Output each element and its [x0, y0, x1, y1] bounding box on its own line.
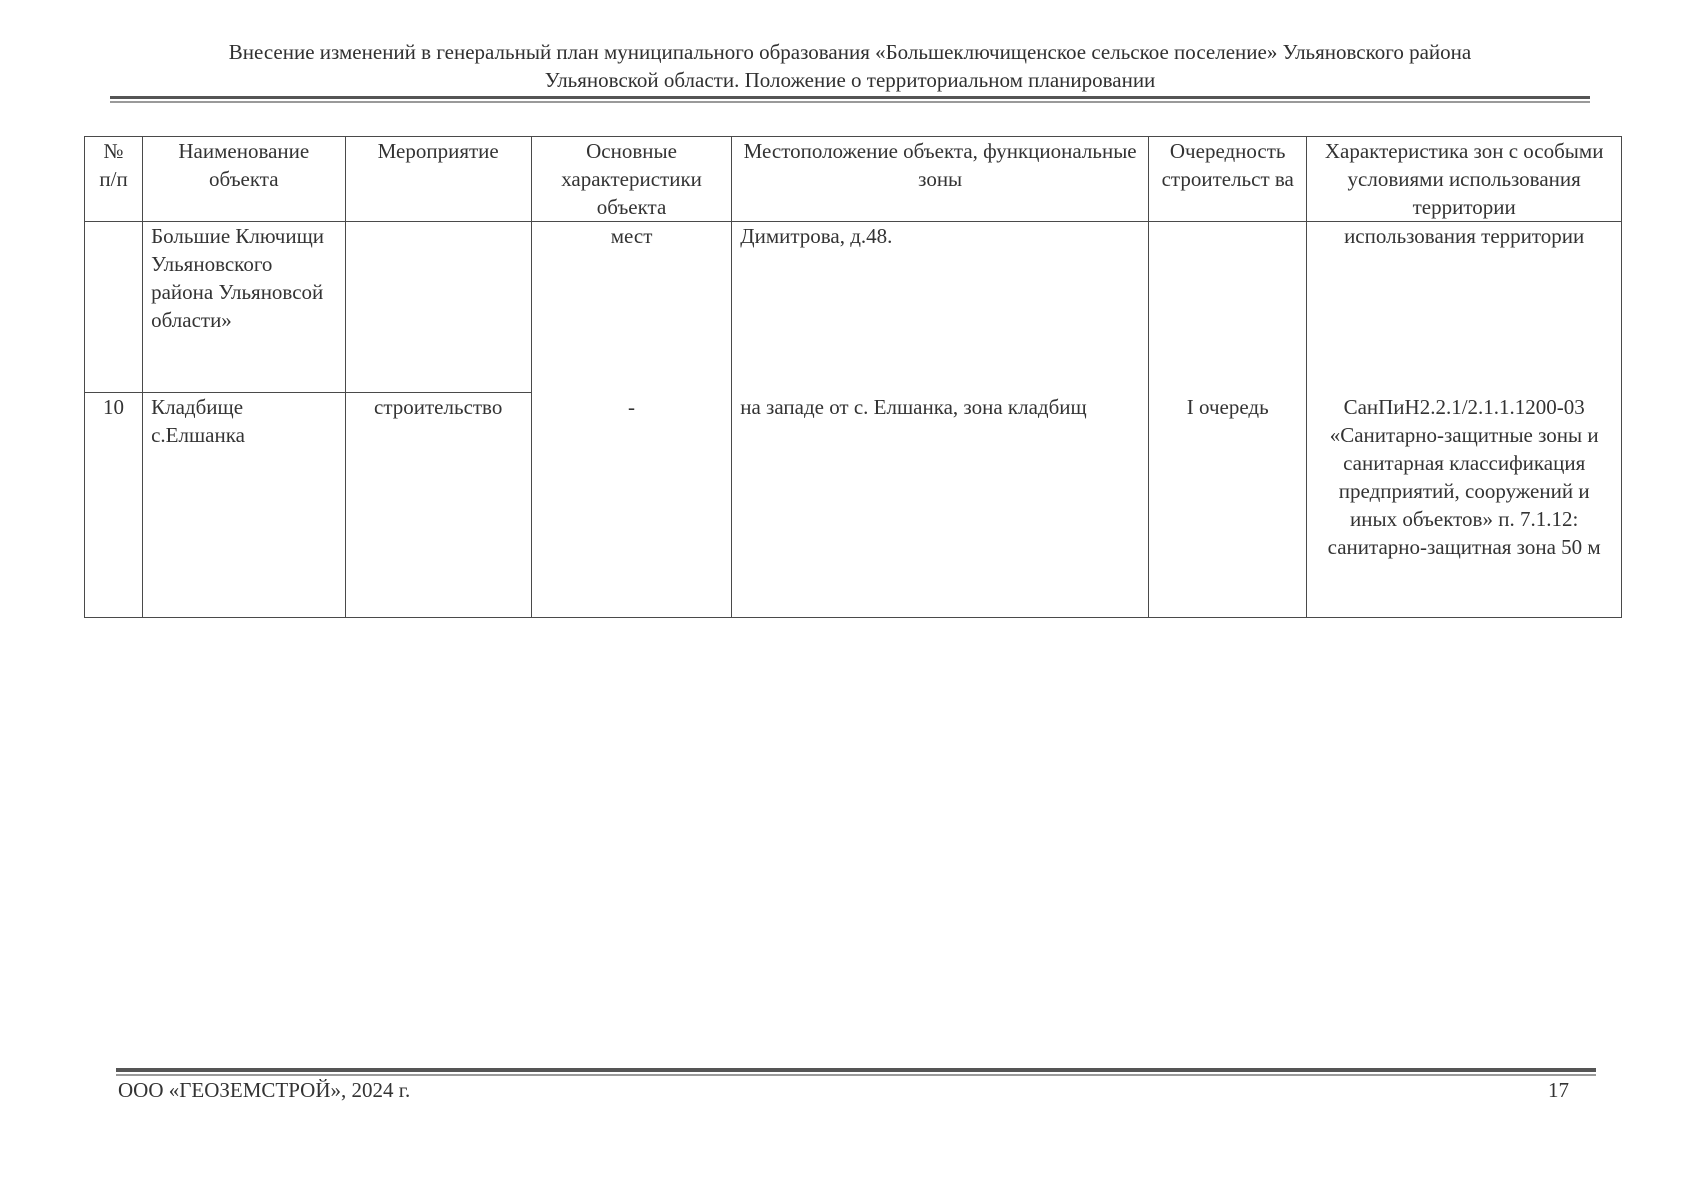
cell-queue: [1149, 222, 1307, 393]
column-header-number: № п/п: [85, 137, 143, 222]
cell-characteristics: мест: [531, 222, 731, 393]
cell-queue: I очередь: [1149, 393, 1307, 618]
column-header-zones: Характеристика зон с особыми условиями использования территории: [1307, 137, 1622, 222]
header-divider: [110, 96, 1590, 99]
table-row: [85, 393, 1622, 618]
page-header: [110, 38, 1590, 94]
cell-number: 10: [85, 393, 143, 618]
cell-object-name: Кладбище с.Елшанка: [143, 393, 345, 618]
planning-objects-table: [84, 136, 1622, 618]
cell-object-name: Большие Ключищи Ульяновского района Ульяновсой области»: [143, 222, 345, 393]
table-header-row: [85, 137, 1622, 222]
page-number: 17: [1548, 1078, 1569, 1102]
column-header-characteristics: Основные характеристики объекта: [531, 137, 731, 222]
cell-characteristics: -: [531, 393, 731, 618]
cell-zones: СанПиН2.2.1/2.1.1.1200-03 «Санитарно-защитные зоны и санитарная классификация предприятий, сооружений и иных объектов» п. 7.1.12: санитарно-защитная зона 50 м: [1307, 393, 1622, 618]
cell-zones: использования территории: [1307, 222, 1622, 393]
cell-number: [85, 222, 143, 393]
footer-divider: [116, 1068, 1596, 1072]
column-header-location: Местоположение объекта, функциональные зоны: [732, 137, 1149, 222]
header-title-line-1: Внесение изменений в генеральный план муниципального образования «Большеключищенское сельское поселение» Ульяновского района: [228, 40, 1472, 64]
footer-company: ООО «ГЕОЗЕМСТРОЙ», 2024 г.: [118, 1078, 411, 1102]
header-title-line-2: Ульяновской области. Положение о территориальном планировании: [544, 68, 1156, 92]
column-header-queue: Очередность строительст ва: [1149, 137, 1307, 222]
column-header-event: Мероприятие: [345, 137, 531, 222]
table-row: [85, 222, 1622, 393]
cell-event: строительство: [345, 393, 531, 618]
cell-location: Димитрова, д.48.: [732, 222, 1149, 393]
cell-location: на западе от с. Елшанка, зона кладбищ: [732, 393, 1149, 618]
cell-event: [345, 222, 531, 393]
column-header-object-name: Наименование объекта: [143, 137, 345, 222]
